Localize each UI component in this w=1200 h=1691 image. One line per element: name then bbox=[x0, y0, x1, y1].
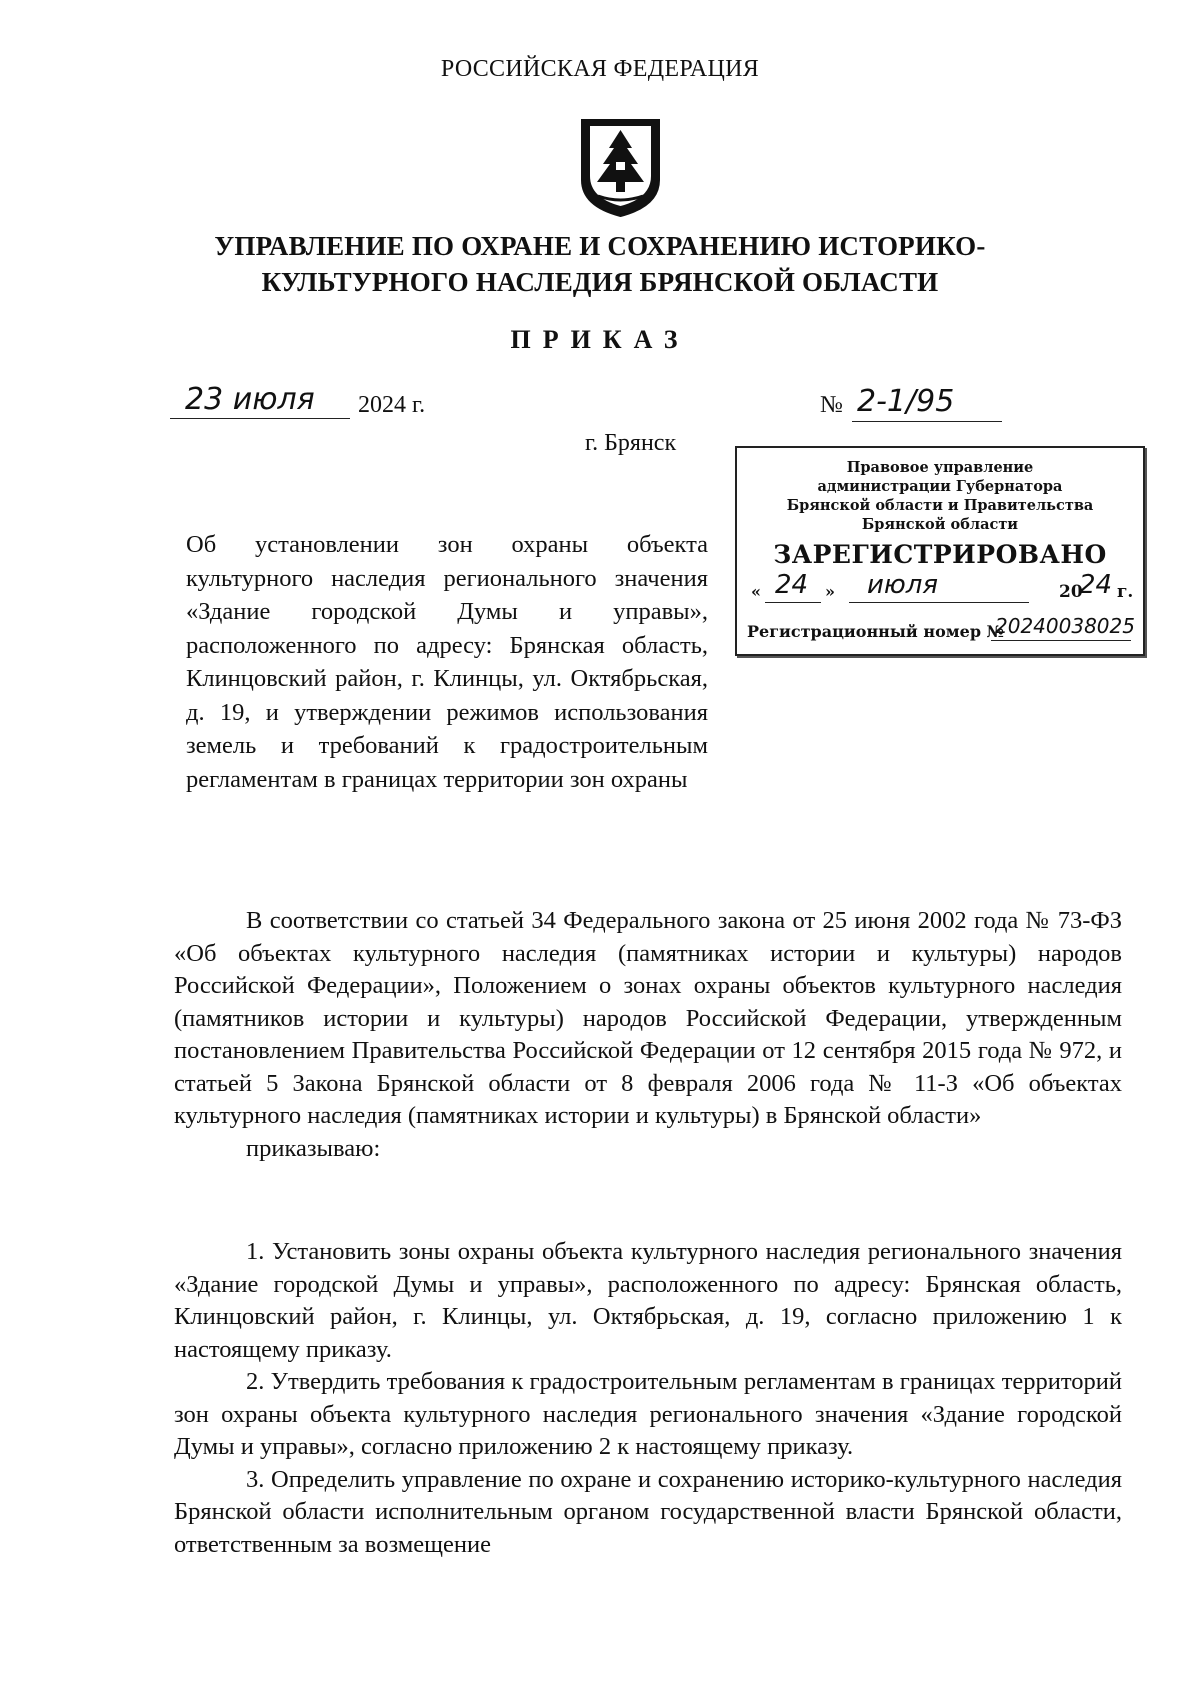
stamp-registered: ЗАРЕГИСТРИРОВАНО bbox=[773, 540, 1107, 569]
order-word: приказываю: bbox=[246, 1134, 381, 1162]
country-heading: РОССИЙСКАЯ ФЕДЕРАЦИЯ bbox=[440, 56, 760, 82]
stamp-day-underline bbox=[765, 602, 821, 603]
stamp-year-handwritten: 24 bbox=[1079, 570, 1113, 600]
stamp-close-quote: » bbox=[825, 582, 835, 601]
organization-name bbox=[0, 228, 1200, 300]
stamp-line-1: Правовое управление bbox=[846, 459, 1034, 476]
order-subject: Об установлении зон охраны объекта культурного наследия регионального значения «Здание городской Думы и управы», расположенного по адресу: Брянская область, Клинцовский район, г. Клинцы, ул. Октябрьская, д. 19, и утверждении режимов использования земель и требований к градостроительным регламентам в границах территории зон охраны bbox=[186, 531, 708, 793]
city: г. Брянск bbox=[585, 430, 677, 456]
stamp-month-handwritten: июля bbox=[867, 570, 939, 600]
stamp-open-quote: « bbox=[751, 582, 761, 601]
date-handwritten: 23 июля bbox=[185, 382, 315, 417]
document-type: ПРИКАЗ bbox=[510, 325, 690, 354]
preamble-paragraph: В соответствии со статьей 34 Федерального закона от 25 июня 2002 года № 73-ФЗ «Об объектах культурного наследия (памятниках истории и культуры) народов Российской Федерации», Положением о зонах охраны объектов культурного наследия (памятников истории и культуры) народов Российской Федерации, утвержденным постановлением Правительства Российской Федерации от 12 сентября 2015 года № 972, и статьей 5 Закона Брянской области от 8 февраля 2006 года № 11-З «Об объектах культурного наследия (памятниках истории и культуры) в Брянской области» bbox=[174, 907, 1122, 1129]
stamp-reg-number-handwritten: 20240038025 bbox=[995, 614, 1135, 638]
stamp-month-underline bbox=[849, 602, 1029, 603]
order-number-handwritten: 2-1/95 bbox=[857, 384, 955, 419]
stamp-reg-underline bbox=[991, 640, 1131, 641]
organization-name-line-1: УПРАВЛЕНИЕ ПО ОХРАНЕ И СОХРАНЕНИЮ ИСТОРИКО- bbox=[214, 231, 986, 261]
stamp-line-3: Брянской области и Правительства bbox=[786, 497, 1094, 514]
stamp-reg-label: Регистрационный номер № bbox=[747, 622, 1004, 641]
stamp-line-2: администрации Губернатора bbox=[817, 478, 1063, 495]
organization-name-line-2: КУЛЬТУРНОГО НАСЛЕДИЯ БРЯНСКОЙ ОБЛАСТИ bbox=[261, 267, 939, 297]
stamp-year-suffix: г. bbox=[1117, 582, 1134, 602]
order-body bbox=[174, 905, 1122, 1165]
order-item-1: 1. Установить зоны охраны объекта культурного наследия регионального значения «Здание городской Думы и управы», расположенного по адресу: Брянская область, Клинцовский район, г. Клинцы, ул. Октябрьская, д. 19, согласно приложению 1 к настоящему приказу. bbox=[174, 1238, 1122, 1363]
stamp-line-4: Брянской области bbox=[861, 516, 1019, 533]
order-items bbox=[174, 1236, 1122, 1561]
bryansk-coat-of-arms-icon bbox=[578, 118, 663, 218]
date-year: 2024 г. bbox=[358, 392, 426, 418]
stamp-year-prefix: 20 bbox=[1059, 582, 1083, 602]
order-item-3: 3. Определить управление по охране и сохранению историко-культурного наследия Брянской области исполнительным органом государственной власти Брянской области, ответственным за возмещение bbox=[174, 1465, 1122, 1558]
stamp-day-handwritten: 24 bbox=[775, 570, 809, 600]
registration-stamp bbox=[735, 446, 1145, 656]
order-item-2: 2. Утвердить требования к градостроительным регламентам в границах территорий зон охраны объекта культурного наследия регионального значения «Здание городской Думы и управы», согласно приложению 2 к настоящему приказу. bbox=[174, 1368, 1122, 1460]
number-sign: № bbox=[820, 392, 843, 418]
